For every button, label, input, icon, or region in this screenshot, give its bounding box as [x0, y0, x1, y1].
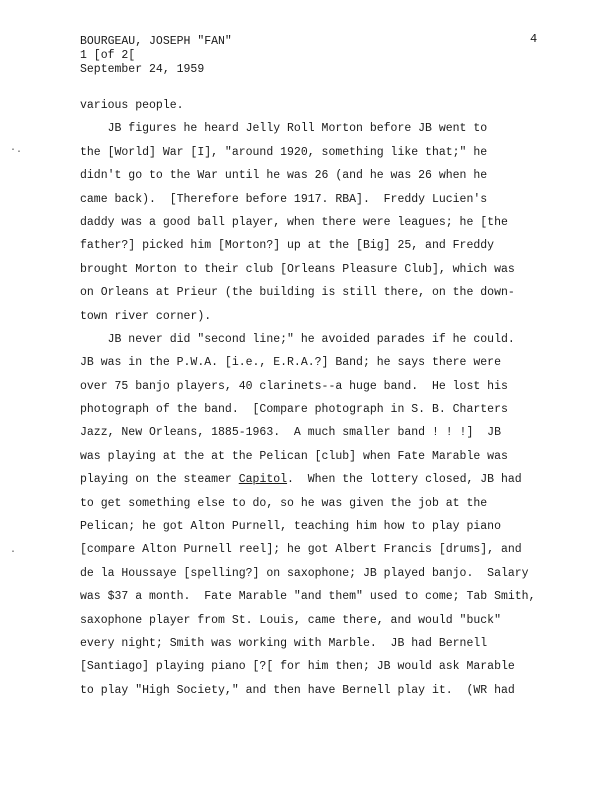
text-line: didn't go to the War until he was 26 (and he was 26 when he: [80, 169, 488, 183]
text-line: town river corner).: [80, 309, 212, 323]
text-line: on Orleans at Prieur (the building is still there, on the down-: [80, 286, 515, 300]
text-line: brought Morton to their club [Orleans Pleasure Club], which was: [80, 262, 515, 276]
reel-number: 1 [of 2[: [80, 49, 136, 62]
text-line: [compare Alton Purnell reel]; he got Albert Francis [drums], and: [80, 543, 522, 557]
text-line: JB never did "second line;" he avoided parades if he could.: [80, 332, 515, 346]
margin-mark: .: [10, 545, 17, 556]
text-line: [80, 468, 550, 491]
interview-date: September 24, 1959: [80, 63, 205, 76]
margin-mark: ·.: [10, 145, 23, 156]
text-line: to get something else to do, so he was given the job at the: [80, 496, 488, 510]
text-line: every night; Smith was working with Marble. JB had Bernell: [80, 636, 488, 650]
text-line: the [World] War [I], "around 1920, something like that;" he: [80, 145, 488, 159]
text-line: to play "High Society," and then have Bernell play it. (WR had: [80, 683, 515, 697]
text-line: over 75 banjo players, 40 clarinets--a huge band. He lost his: [80, 379, 508, 393]
text-segment: playing on the steamer: [80, 473, 239, 487]
text-line: various people.: [80, 99, 184, 112]
document-header: [80, 35, 232, 77]
text-segment: . When the lottery closed, JB had: [287, 473, 522, 487]
text-line: came back). [Therefore before 1917. RBA]. Freddy Lucien's: [80, 192, 488, 206]
text-line: daddy was a good ball player, when there were leagues; he [the: [80, 215, 508, 229]
text-line: JB figures he heard Jelly Roll Morton before JB went to: [80, 122, 488, 136]
text-line: father?] picked him [Morton?] up at the [Big] 25, and Freddy: [80, 239, 495, 253]
steamer-name: Capitol: [238, 473, 288, 487]
text-line: JB was in the P.W.A. [i.e., E.R.A.?] Band; he says there were: [80, 356, 501, 370]
text-line: [Santiago] playing piano [?[ for him then; JB would ask Marable: [80, 660, 515, 674]
text-line: saxophone player from St. Louis, came there, and would "buck": [80, 613, 501, 627]
text-line: was playing at the at the Pelican [club] when Fate Marable was: [80, 449, 508, 463]
text-line: Pelican; he got Alton Purnell, teaching him how to play piano: [80, 520, 501, 534]
text-line: de la Houssaye [spelling?] on saxophone; JB played banjo. Salary: [80, 566, 529, 580]
text-line: Jazz, New Orleans, 1885-1963. A much smaller band ! ! !] JB: [80, 426, 501, 440]
interviewee-name: BOURGEAU, JOSEPH "FAN": [80, 35, 232, 48]
text-line: photograph of the band. [Compare photograph in S. B. Charters: [80, 403, 508, 417]
text-line: was $37 a month. Fate Marable "and them" used to come; Tab Smith,: [80, 590, 536, 604]
page-number: 4: [530, 32, 538, 46]
transcript-body: [80, 94, 550, 702]
